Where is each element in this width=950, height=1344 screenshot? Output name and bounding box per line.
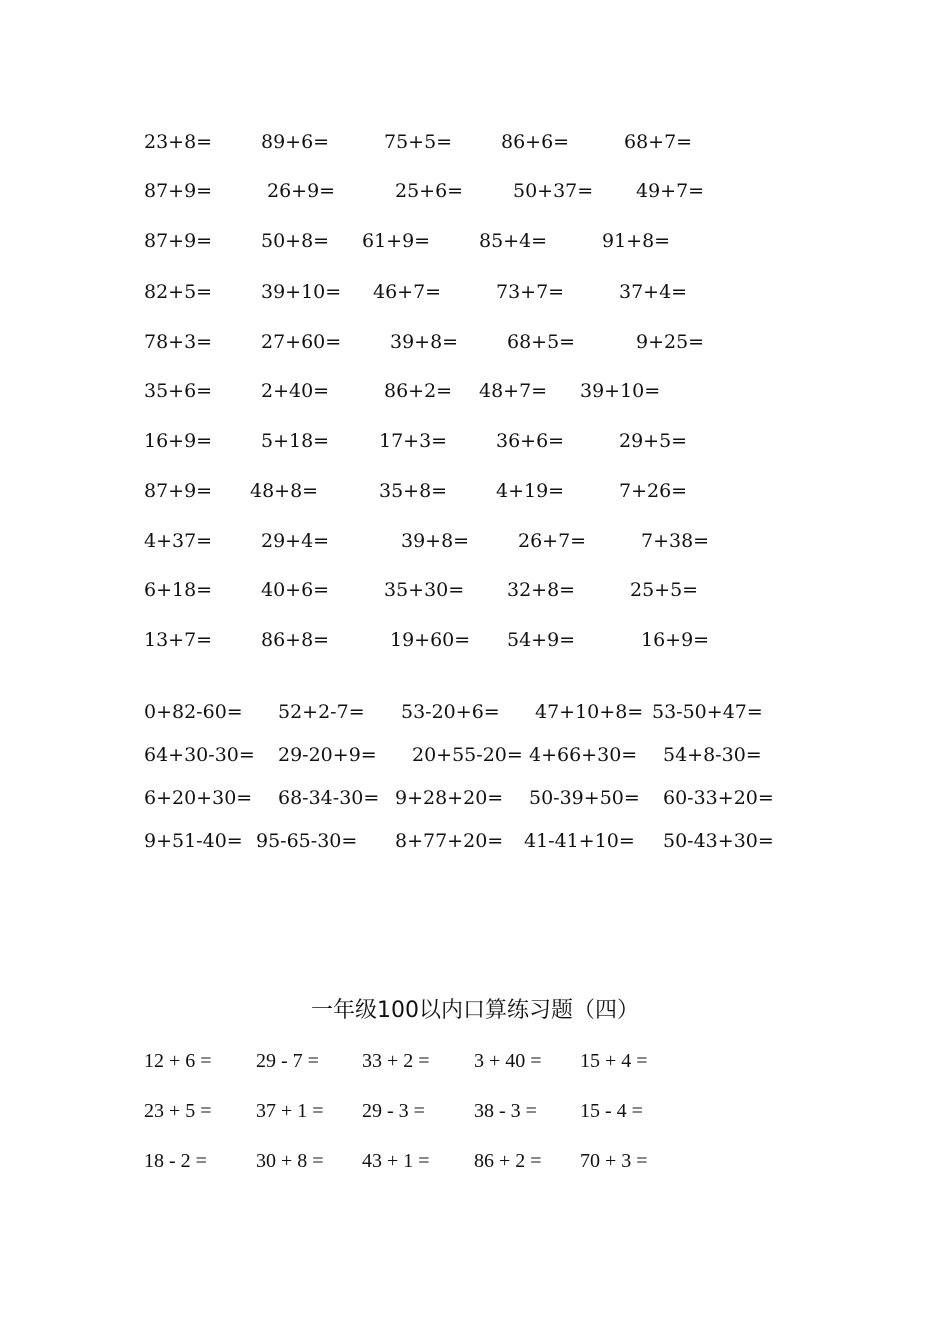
problem: 37 + 1 = [256,1100,324,1122]
problem: 16+9= [144,430,213,452]
problem: 4+66+30= [529,744,638,766]
problem: 86+2= [384,380,453,402]
problem: 29 - 7 = [256,1050,319,1072]
problem: 54+8-30= [663,744,762,766]
problem: 87+9= [144,480,213,502]
problem: 6+18= [144,579,213,601]
problem: 78+3= [144,331,213,353]
problem: 15 - 4 = [580,1100,643,1122]
problem: 7+38= [641,530,710,552]
problem: 9+51-40= [144,830,243,852]
problem: 17+3= [379,430,448,452]
problem: 91+8= [602,230,671,252]
problem: 20+55-20= [412,744,523,766]
problem: 36+6= [496,430,565,452]
problem: 0+82-60= [144,701,243,723]
problem: 39+10= [261,281,342,303]
problem: 43 + 1 = [362,1150,430,1172]
problem: 12 + 6 = [144,1050,212,1072]
problem: 48+8= [250,480,319,502]
problem: 68+7= [624,131,693,153]
problem: 29 - 3 = [362,1100,425,1122]
problem: 13+7= [144,629,213,651]
problem: 39+10= [580,380,661,402]
problem: 49+7= [636,180,705,202]
problem: 52+2-7= [278,701,365,723]
problem: 5+18= [261,430,330,452]
problem: 25+5= [630,579,699,601]
problem: 86+8= [261,629,330,651]
problem: 39+8= [401,530,470,552]
problem: 15 + 4 = [580,1050,648,1072]
problem: 50-43+30= [663,830,774,852]
problem: 30 + 8 = [256,1150,324,1172]
problem: 2+40= [261,380,330,402]
problem: 53-20+6= [401,701,500,723]
problem: 50+8= [261,230,330,252]
problem: 39+8= [390,331,459,353]
problem: 4+19= [496,480,565,502]
problem: 61+9= [362,230,431,252]
problem: 3 + 40 = [474,1050,542,1072]
problem: 25+6= [395,180,464,202]
problem: 60-33+20= [663,787,774,809]
problem: 73+7= [496,281,565,303]
problem: 68-34-30= [278,787,380,809]
problem: 50+37= [513,180,594,202]
section-title: 一年级100以内口算练习题（四） [311,998,639,1023]
problem: 47+10+8= [535,701,644,723]
problem: 70 + 3 = [580,1150,648,1172]
problem: 38 - 3 = [474,1100,537,1122]
problem: 86 + 2 = [474,1150,542,1172]
problem: 19+60= [390,629,471,651]
problem: 26+7= [518,530,587,552]
problem: 33 + 2 = [362,1050,430,1072]
problem: 29+4= [261,530,330,552]
problem: 53-50+47= [652,701,763,723]
problem: 95-65-30= [256,830,358,852]
problem: 32+8= [507,579,576,601]
problem: 4+37= [144,530,213,552]
problem: 68+5= [507,331,576,353]
problem: 27+60= [261,331,342,353]
problem: 29-20+9= [278,744,377,766]
problem: 46+7= [373,281,442,303]
problem: 35+8= [379,480,448,502]
problem: 85+4= [479,230,548,252]
problem: 9+28+20= [395,787,504,809]
problem: 82+5= [144,281,213,303]
problem: 23 + 5 = [144,1100,212,1122]
problem: 35+6= [144,380,213,402]
problem: 40+6= [261,579,330,601]
problem: 41-41+10= [524,830,635,852]
problem: 16+9= [641,629,710,651]
problem: 23+8= [144,131,213,153]
problem: 6+20+30= [144,787,253,809]
problem: 26+9= [267,180,336,202]
problem: 9+25= [636,331,705,353]
problem: 50-39+50= [529,787,640,809]
problem: 87+9= [144,230,213,252]
problem: 29+5= [619,430,688,452]
problem: 64+30-30= [144,744,255,766]
problem: 48+7= [479,380,548,402]
problem: 87+9= [144,180,213,202]
problem: 8+77+20= [395,830,504,852]
problem: 37+4= [619,281,688,303]
problem: 75+5= [384,131,453,153]
problem: 7+26= [619,480,688,502]
problem: 18 - 2 = [144,1150,207,1172]
problem: 35+30= [384,579,465,601]
problem: 89+6= [261,131,330,153]
problem: 86+6= [501,131,570,153]
problem: 54+9= [507,629,576,651]
